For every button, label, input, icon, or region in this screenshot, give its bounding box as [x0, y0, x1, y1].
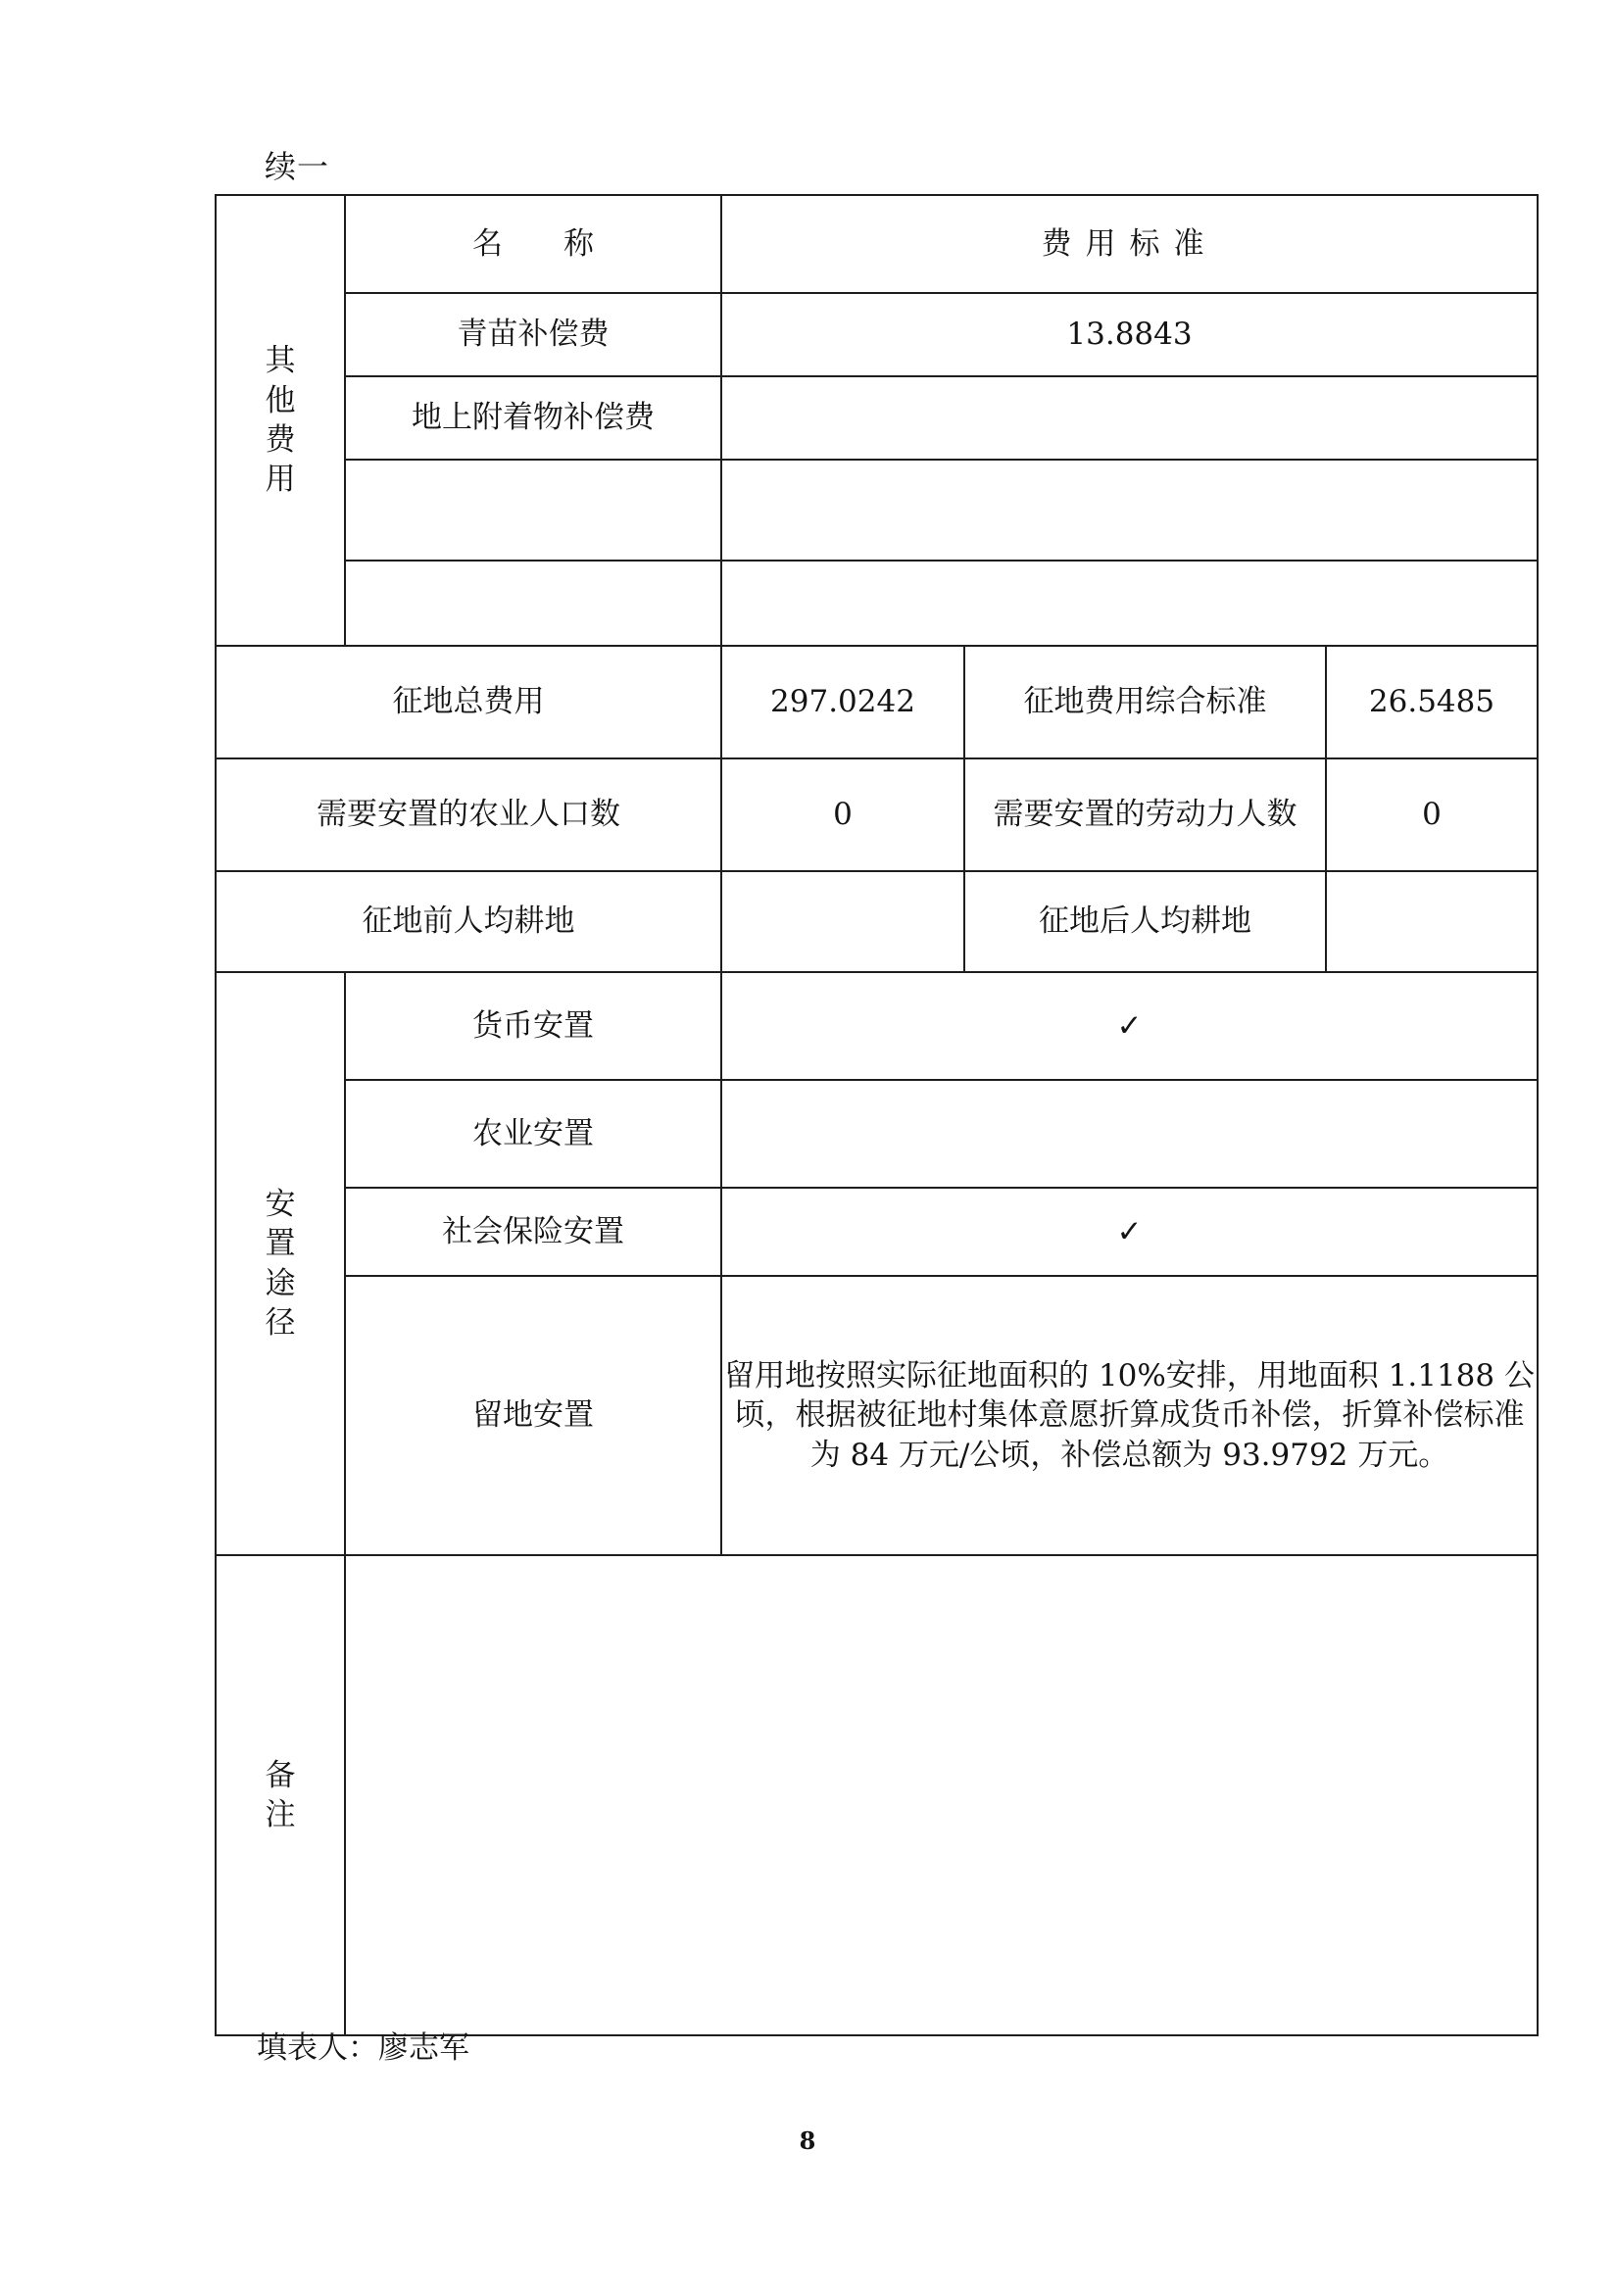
fee-value-cell: [721, 460, 1538, 561]
composite-standard-label: 征地费用综合标准: [964, 646, 1326, 758]
farmland-after-value: [1326, 871, 1538, 972]
farmland-after-label: 征地后人均耕地: [964, 871, 1326, 972]
population-row: [216, 758, 1538, 871]
placement-section-label: 安 置 途 径: [216, 972, 345, 1555]
reserved-land-row: [216, 1276, 1538, 1555]
fee-value-cell: [721, 376, 1538, 460]
farmland-before-label: 征地前人均耕地: [216, 871, 721, 972]
total-cost-label: 征地总费用: [216, 646, 721, 758]
fee-name-cell: 地上附着物补偿费: [345, 376, 721, 460]
remarks-row: [216, 1555, 1538, 2035]
check-mark-icon: ✓: [721, 1188, 1538, 1276]
agri-population-value: 0: [721, 758, 964, 871]
filler-label: 填表人：: [257, 2030, 378, 2066]
fee-row: [216, 460, 1538, 561]
remarks-content: [345, 1555, 1538, 2035]
other-fees-section-label: 其 他 费 用: [216, 195, 345, 646]
check-mark-icon: ✓: [721, 972, 1538, 1080]
farmland-row: [216, 871, 1538, 972]
fee-standard-column-header: 费用标准: [721, 195, 1538, 293]
labor-count-label: 需要安置的劳动力人数: [964, 758, 1326, 871]
reserved-land-description: 留用地按照实际征地面积的 10%安排，用地面积 1.1188 公顷，根据被征地村集体意愿折算成货币补偿，折算补偿标准为 84 万元/公顷，补偿总额为 93.9792 万元。: [721, 1276, 1538, 1555]
fee-name-cell: [345, 561, 721, 646]
agri-population-label: 需要安置的农业人口数: [216, 758, 721, 871]
fee-name-cell: [345, 460, 721, 561]
name-column-header: 名 称: [345, 195, 721, 293]
continued-label: 续一: [265, 148, 330, 185]
labor-count-value: 0: [1326, 758, 1538, 871]
remarks-section-label: 备 注: [216, 1555, 345, 2035]
land-acquisition-form-table: [215, 194, 1539, 2036]
placement-name-cell: 农业安置: [345, 1080, 721, 1188]
placement-row: [216, 1080, 1538, 1188]
fee-row: [216, 561, 1538, 646]
reserved-land-label: 留地安置: [345, 1276, 721, 1555]
fee-row: [216, 293, 1538, 376]
fee-row: [216, 376, 1538, 460]
fee-name-cell: 青苗补偿费: [345, 293, 721, 376]
placement-row: [216, 972, 1538, 1080]
fee-value-cell: 13.8843: [721, 293, 1538, 376]
other-fees-header-row: [216, 195, 1538, 293]
form-filler: [257, 2023, 469, 2067]
placement-name-cell: 社会保险安置: [345, 1188, 721, 1276]
composite-standard-value: 26.5485: [1326, 646, 1538, 758]
fee-value-cell: [721, 561, 1538, 646]
placement-mark-cell: [721, 1080, 1538, 1188]
placement-row: [216, 1188, 1538, 1276]
placement-name-cell: 货币安置: [345, 972, 721, 1080]
filler-name: 廖志军: [378, 2030, 469, 2066]
page-number: 8: [799, 2126, 816, 2155]
total-cost-row: [216, 646, 1538, 758]
farmland-before-value: [721, 871, 964, 972]
total-cost-value: 297.0242: [721, 646, 964, 758]
